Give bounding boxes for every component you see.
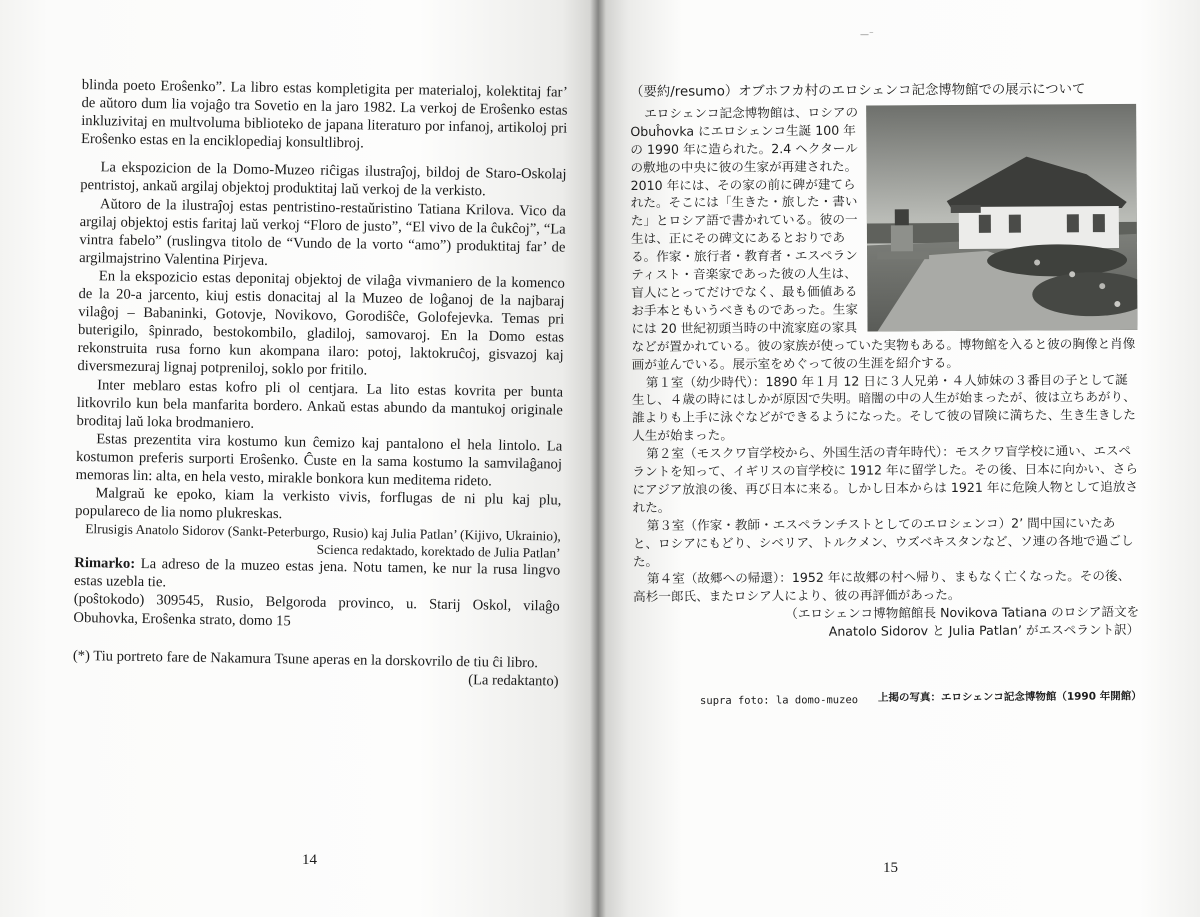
page-number-right: 15 [883, 860, 898, 876]
paragraph-5: Inter meblaro estas kofro pli ol centjara. La lito estas kovrita per bunta litkovrilo kun bela manfarita bordero. Ankaŭ estas abundo da mantukoj originale broditaj laŭ loka brodmaniero. [76, 376, 564, 432]
right-page-text [630, 81, 1139, 642]
translation-credit-1: （エロシェンコ博物館館長 Novikova Tatiana のロシア語文を [785, 604, 1140, 622]
paragraph-3: Aŭtoro de la ilustraĵoj estas pentristino-restaŭristino Tatiana Krilova. Vico da argilaj objektoj estis faritaj laŭ verkoj “Floro de justo”, “El vivo de la ĉukĉoj”, “La vintra fabelo” (ruslingva titolo de “Vundo de la vorto “amo”) produktitaj far’ de argilmajstrino Valentina Pirjeva. [79, 195, 567, 269]
portrait-footnote: (*) Tiu portreto fare de Nakamura Tsune aperas en la dorskovrilo de tiu ĉi libro. [72, 647, 539, 671]
page-number-left: 14 [302, 852, 317, 868]
room-3-description: 第３室（作家・教師・エスペランチストとしてのエロシェンコ）2’ 間中国にいたあと、ロシアにもどり、シベリア、トルクメン、ウズベキスタンなど、ソ連の各地で過ごした。 [632, 514, 1134, 569]
left-page-text [72, 76, 567, 690]
museum-house-image [866, 104, 1137, 332]
paragraph-2: La ekspozicion de la Domo-Muzeo riĉigas ilustraĵoj, bildoj de Staro-Oskolaj pentristoj, ankaŭ argilaj objektoj produktitaj laŭ verkoj de la verkisto. [80, 159, 567, 200]
summary-intro: エロシェンコ記念博物館は、ロシアの Obuĥovka にエロシェンコ生誕 100 年の 1990 年に造られた。2.4 ヘクタールの敷地の中央に彼の生家が再建された。2010 年には、その家の前に碑が建てられた。そこには「生きた・旅した・書いた」とロシア語で書かれている。彼の一生は、正にその碑文にあるとおりである。作家・旅行者・教育者・エスペランティスト・音楽家であった彼の人生は、盲人にとってだけでなく、最も価値あるお手本ともいうべきものであった。生家には 20 世紀初頭当時の中流家庭の家具などが置かれている。彼の家族が使っていた実物もある。博物館を入ると彼の胸像と肖像画が並んでいる。展示室をめぐって彼の生涯を紹介する。 [630, 104, 1136, 372]
photo-caption-japanese: 上掲の写真：エロシェンコ記念博物館（1990 年開館） [877, 690, 1142, 704]
left-page [0, 0, 598, 917]
photo-caption-esperanto: supra foto: la domo-muzeo [700, 694, 859, 707]
paragraph-7: Malgraŭ ke epoko, kiam la verkisto vivis, forflugas de ni plu kaj plu, populareco de lia nomo plukreskas. [75, 485, 562, 523]
book-gutter [590, 0, 606, 917]
editor-signature: Scienca redaktado, korektado de Julia Patlan’ [316, 541, 561, 561]
rimarko-text: La adreso de la muzeo estas jena. Notu tamen, ke nur la rusa lingvo estas uzebla tie. [73, 556, 561, 591]
museum-address: (poŝtokodo) 309545, Rusio, Belgoroda provinco, u. Starij Oskol, vilaĝo Obuhovka, Eroŝenka strato, domo 15 [73, 591, 560, 629]
rimarko-label: Rimarko: [74, 555, 136, 573]
room-4-description: 第４室（故郷への帰還）：1952 年に故郷の村へ帰り、まもなく亡くなった。その後、高杉一郎氏、またロシア人により、彼の再評価があった。 [633, 568, 1131, 605]
paragraph-6: Estas prezentita vira kostumo kun ĉemizo kaj pantalono el hela lintolo. La kostumon preferis surporti Eroŝenko. Ĉuste en la sama kostumo la samvilaĝanoj memoras lin: alta, en hela vesto, mirakle bonkora kun meditema rideto. [75, 431, 563, 490]
museum-house-photo [866, 104, 1137, 332]
translation-credit-2: Anatolo Sidorov と Julia Patlan’ がエスペラント訳） [828, 622, 1140, 639]
pencil-mark: —⁻ [860, 30, 874, 40]
translator-signature: Elrusigis Anatolo Sidorov (Sankt-Peterburgo, Rusio) kaj Julia Patlan’ (Kijivo, Ukrainio), [85, 521, 561, 544]
paragraph-1: blinda poeto Eroŝenko”. La libro estas kompletigita per materialoj, kolektitaj far’ de aŭtoro dum lia vojaĝo tra Sovetio en la jaro 1982. La verkoj de Eroŝenko estas inkluzivitaj en multvoluma biblioteko de japana literaturo por infanoj, artikoloj pri Eroŝenko estas en la enciklopediaj konsultlibroj. [80, 76, 568, 152]
paragraph-4: En la ekspozicio estas deponitaj objektoj de vilaĝa vivmaniero de la komenco de la 20-a jarcento, kiuj estis donacitaj al la Muzeo de loĝanoj de la najbaraj vilaĝoj – Babaninki, Gotovje, Novikovo, Gorodiŝĉe, Golofejevka. Temas pri buterigilo, ŝpinrado, bestokombilo, gladiloj, samovaroj. En la Domo estas rekonstruita rusa forno kun akompana ilaro: potoj, laktokruĉoj, gisvazoj kaj diversmezuraj lignaj potpreniloj, soklo por fritilo. [77, 268, 565, 379]
redaktanto-credit: (La redaktanto) [468, 671, 559, 690]
summary-title: （要約/resumo）オブホフカ村のエロシェンコ記念博物館での展示について [630, 82, 1086, 100]
room-2-description: 第２室（モスクワ盲学校から、外国生活の青年時代）：モスクワ盲学校に通い、エスペラントを知って、イギリスの盲学校に 1912 年に留学した。その後、日本に向かい、さらにアジア放浪の後、再び日本に来る。しかし日本からは 1921 年に危険人物として追放された。 [632, 443, 1139, 515]
room-1-description: 第１室（幼少時代）：1890 年１月 12 日に３人兄弟・４人姉妹の３番目の子として誕生し、４歳の時にはしかが原因で失明。暗闇の中の人生が始まったが、彼は立ちあがり、誰よりも上手に泳ぐなどができるようになった。そして彼の冒険に満ちた、生き生きした人生が始まった。 [631, 371, 1136, 444]
